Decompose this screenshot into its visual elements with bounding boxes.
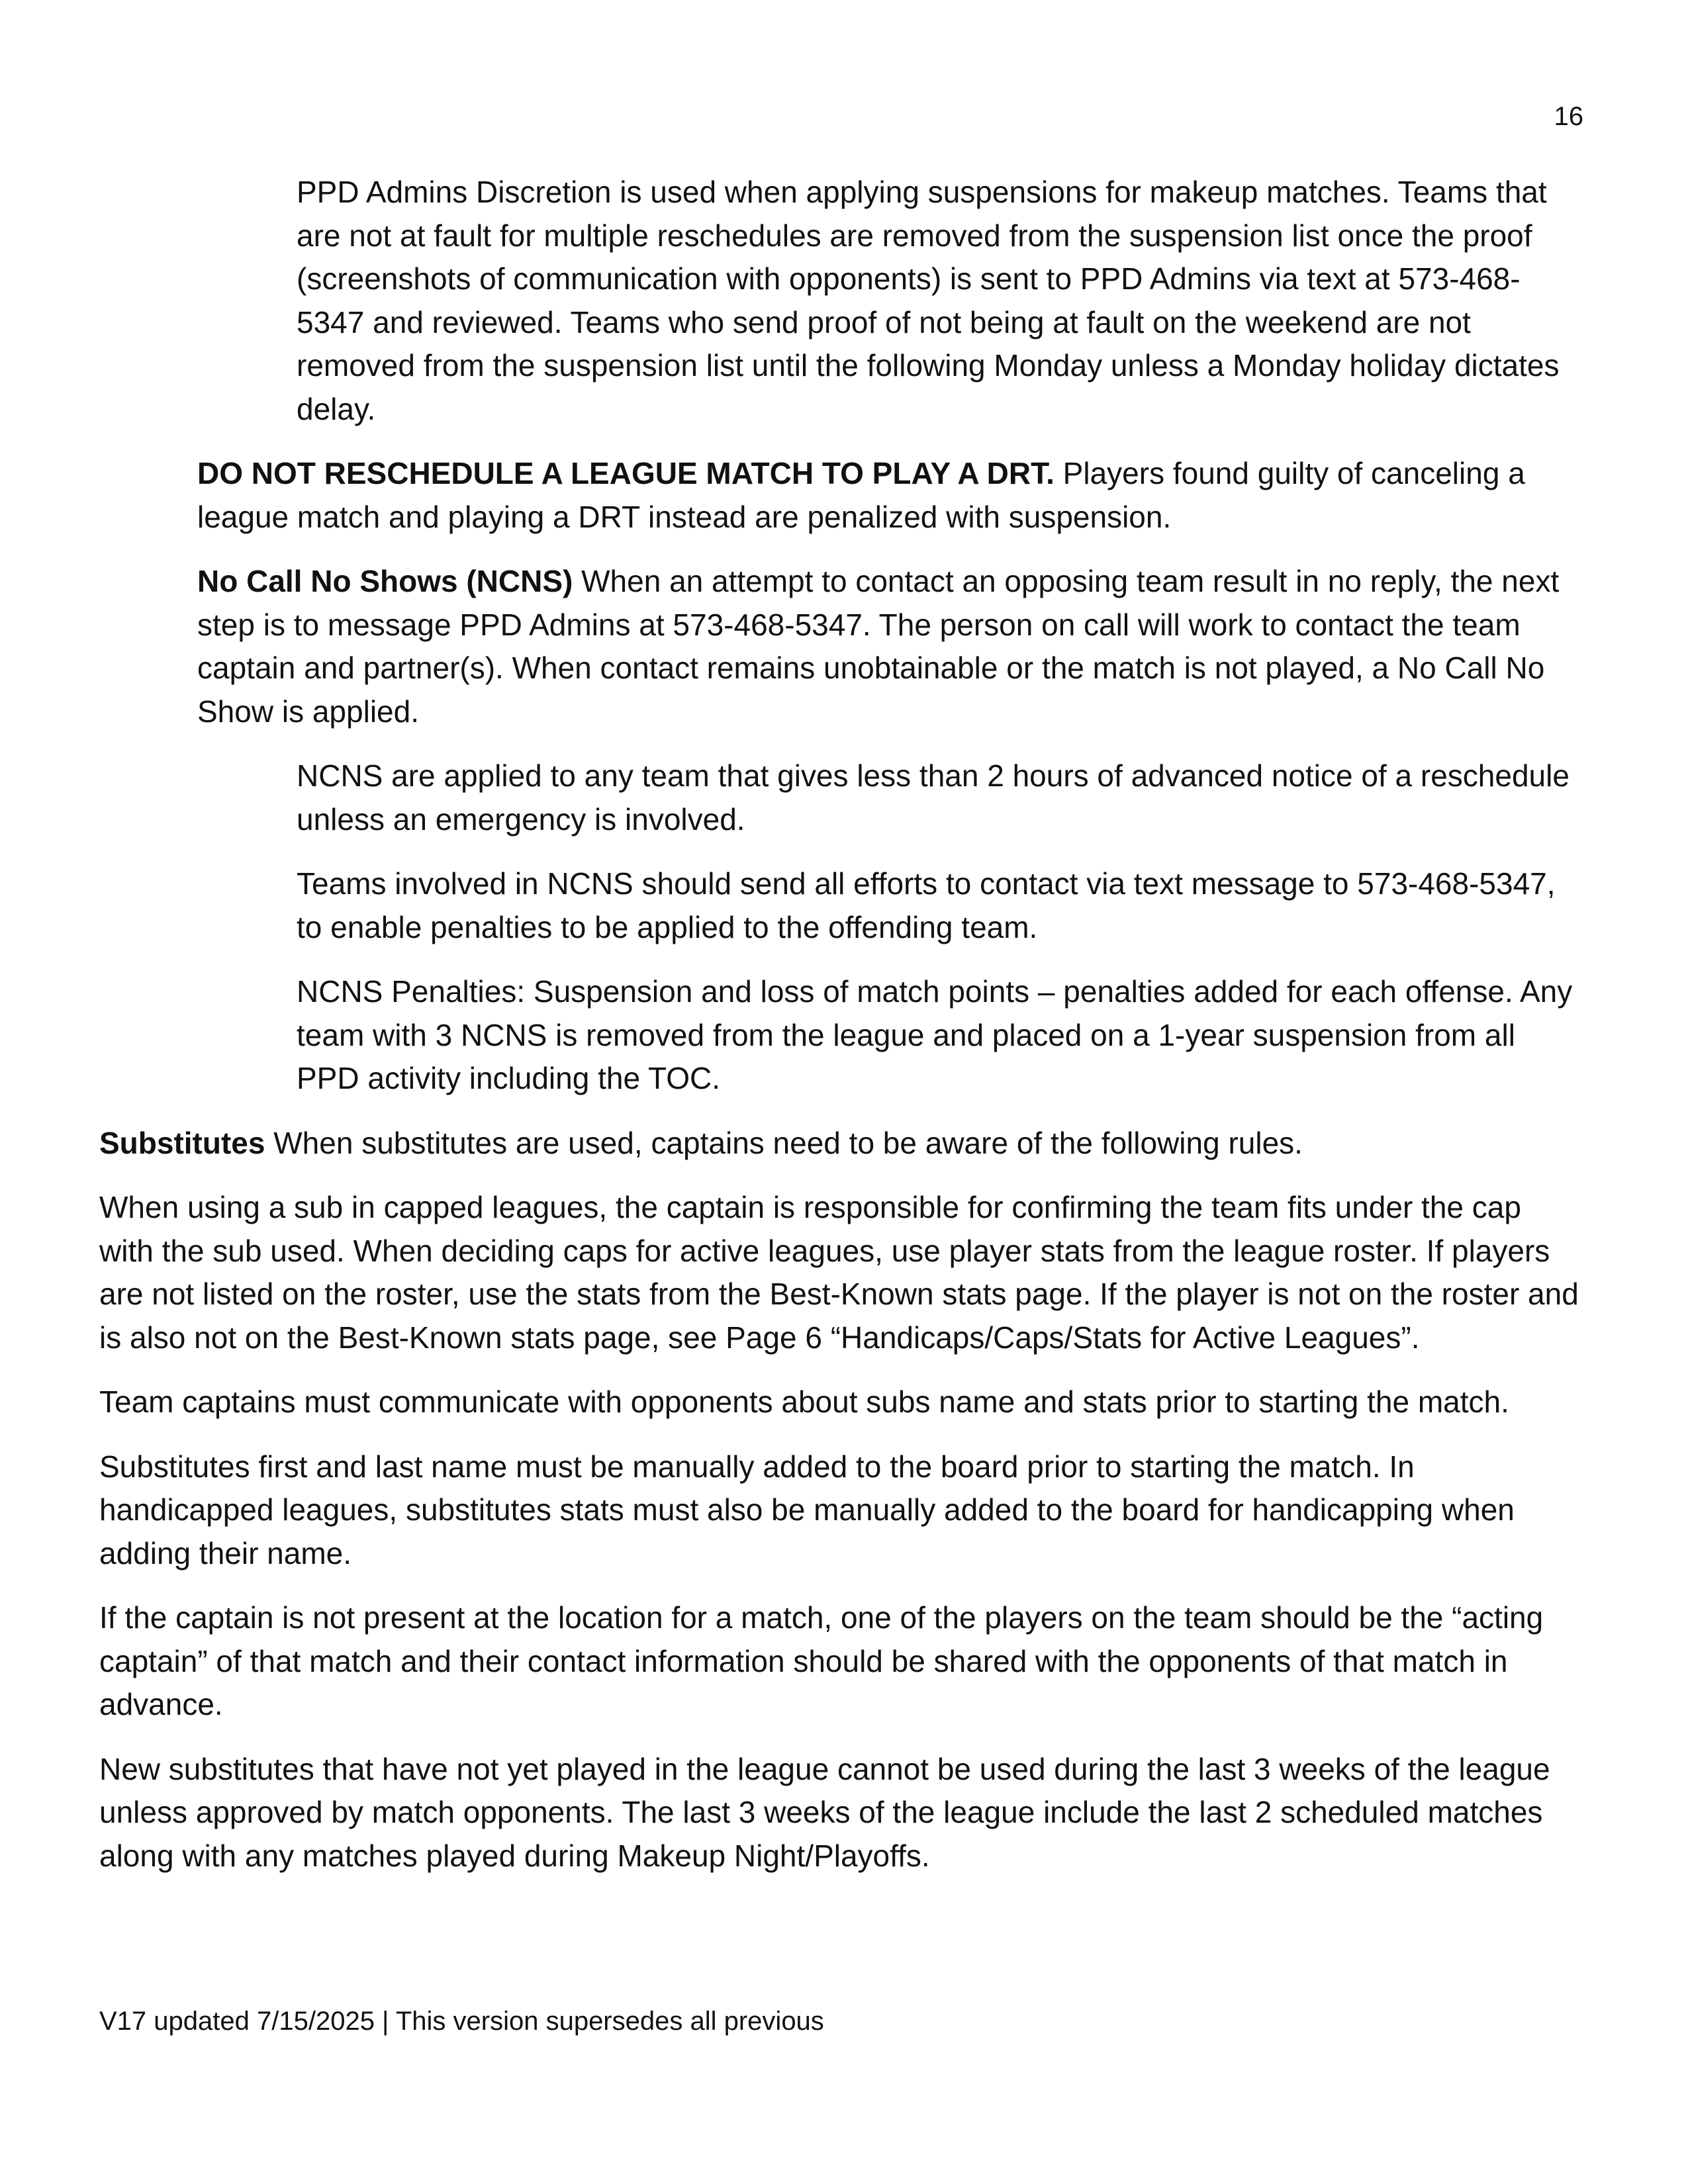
paragraph-ncns-penalties: NCNS Penalties: Suspension and loss of match points – penalties added for each offense. Any team with 3 NCNS is removed from the league and placed on a 1-year suspension from all PPD activity including the TOC. xyxy=(297,974,1573,1095)
paragraph-no-reschedule-drt xyxy=(197,452,1582,539)
paragraph-sub-capped-leagues: When using a sub in capped leagues, the captain is responsible for confirming the team fits under the cap with the sub used. When deciding caps for active leagues, use player stats from the league roster. If players are not listed on the roster, use the stats from the Best-Known stats page. If the player is not on the roster and is also not on the Best-Known stats page, see Page 6 “Handicaps/Caps/Stats for Active Leagues”. xyxy=(99,1190,1579,1355)
paragraph-acting-captain: If the captain is not present at the location for a match, one of the players on the team should be the “acting captain” of that match and their contact information should be shared with the opponents of that match in advance. xyxy=(99,1600,1544,1721)
text-substitutes: When substitutes are used, captains need to be aware of the following rules. xyxy=(265,1125,1303,1160)
paragraph-new-substitutes: New substitutes that have not yet played in the league cannot be used during the last 3 weeks of the league unless approved by match opponents. The last 3 weeks of the league include the last 2 scheduled matches along with any matches played during Makeup Night/Playoffs. xyxy=(99,1751,1550,1873)
page-number: 16 xyxy=(1554,102,1583,131)
paragraph-admin-discretion: PPD Admins Discretion is used when applying suspensions for makeup matches. Teams that are not at fault for multiple reschedules are removed from the suspension list once the proof (screenshots of communication with opponents) is sent to PPD Admins via text at 573-468-5347 and reviewed. Teams who send proof of not being at fault on the weekend are not removed from the suspension list until the following Monday unless a Monday holiday dictates delay. xyxy=(297,175,1560,426)
heading-ncns: No Call No Shows (NCNS) xyxy=(197,564,573,598)
paragraph-substitutes xyxy=(99,1122,1582,1165)
footer-version: V17 updated 7/15/2025 | This version supersedes all previous xyxy=(99,2007,824,2036)
paragraph-ncns-contact: Teams involved in NCNS should send all efforts to contact via text message to 573-468-5347, to enable penalties to be applied to the offending team. xyxy=(297,866,1556,944)
heading-no-reschedule-drt: DO NOT RESCHEDULE A LEAGUE MATCH TO PLAY A DRT. xyxy=(197,456,1055,490)
paragraph-ncns-notice: NCNS are applied to any team that gives less than 2 hours of advanced notice of a reschedule unless an emergency is involved. xyxy=(297,758,1570,837)
paragraph-ncns xyxy=(197,560,1582,733)
document-body xyxy=(99,171,1582,1899)
text-no-reschedule-drt: Players found guilty of canceling a league match and playing a DRT instead are penalized with suspension. xyxy=(197,456,1525,534)
paragraph-sub-communicate: Team captains must communicate with opponents about subs name and stats prior to starting the match. xyxy=(99,1385,1509,1419)
text-ncns: When an attempt to contact an opposing team result in no reply, the next step is to message PPD Admins at 573-468-5347. The person on call will work to contact the team captain and partner(s). When contact remains unobtainable or the match is not played, a No Call No Show is applied. xyxy=(197,564,1560,729)
heading-substitutes: Substitutes xyxy=(99,1125,265,1160)
paragraph-sub-board-name: Substitutes first and last name must be manually added to the board prior to starting the match. In handicapped leagues, substitutes stats must also be manually added to the board for handicapping when adding their name. xyxy=(99,1449,1515,1570)
